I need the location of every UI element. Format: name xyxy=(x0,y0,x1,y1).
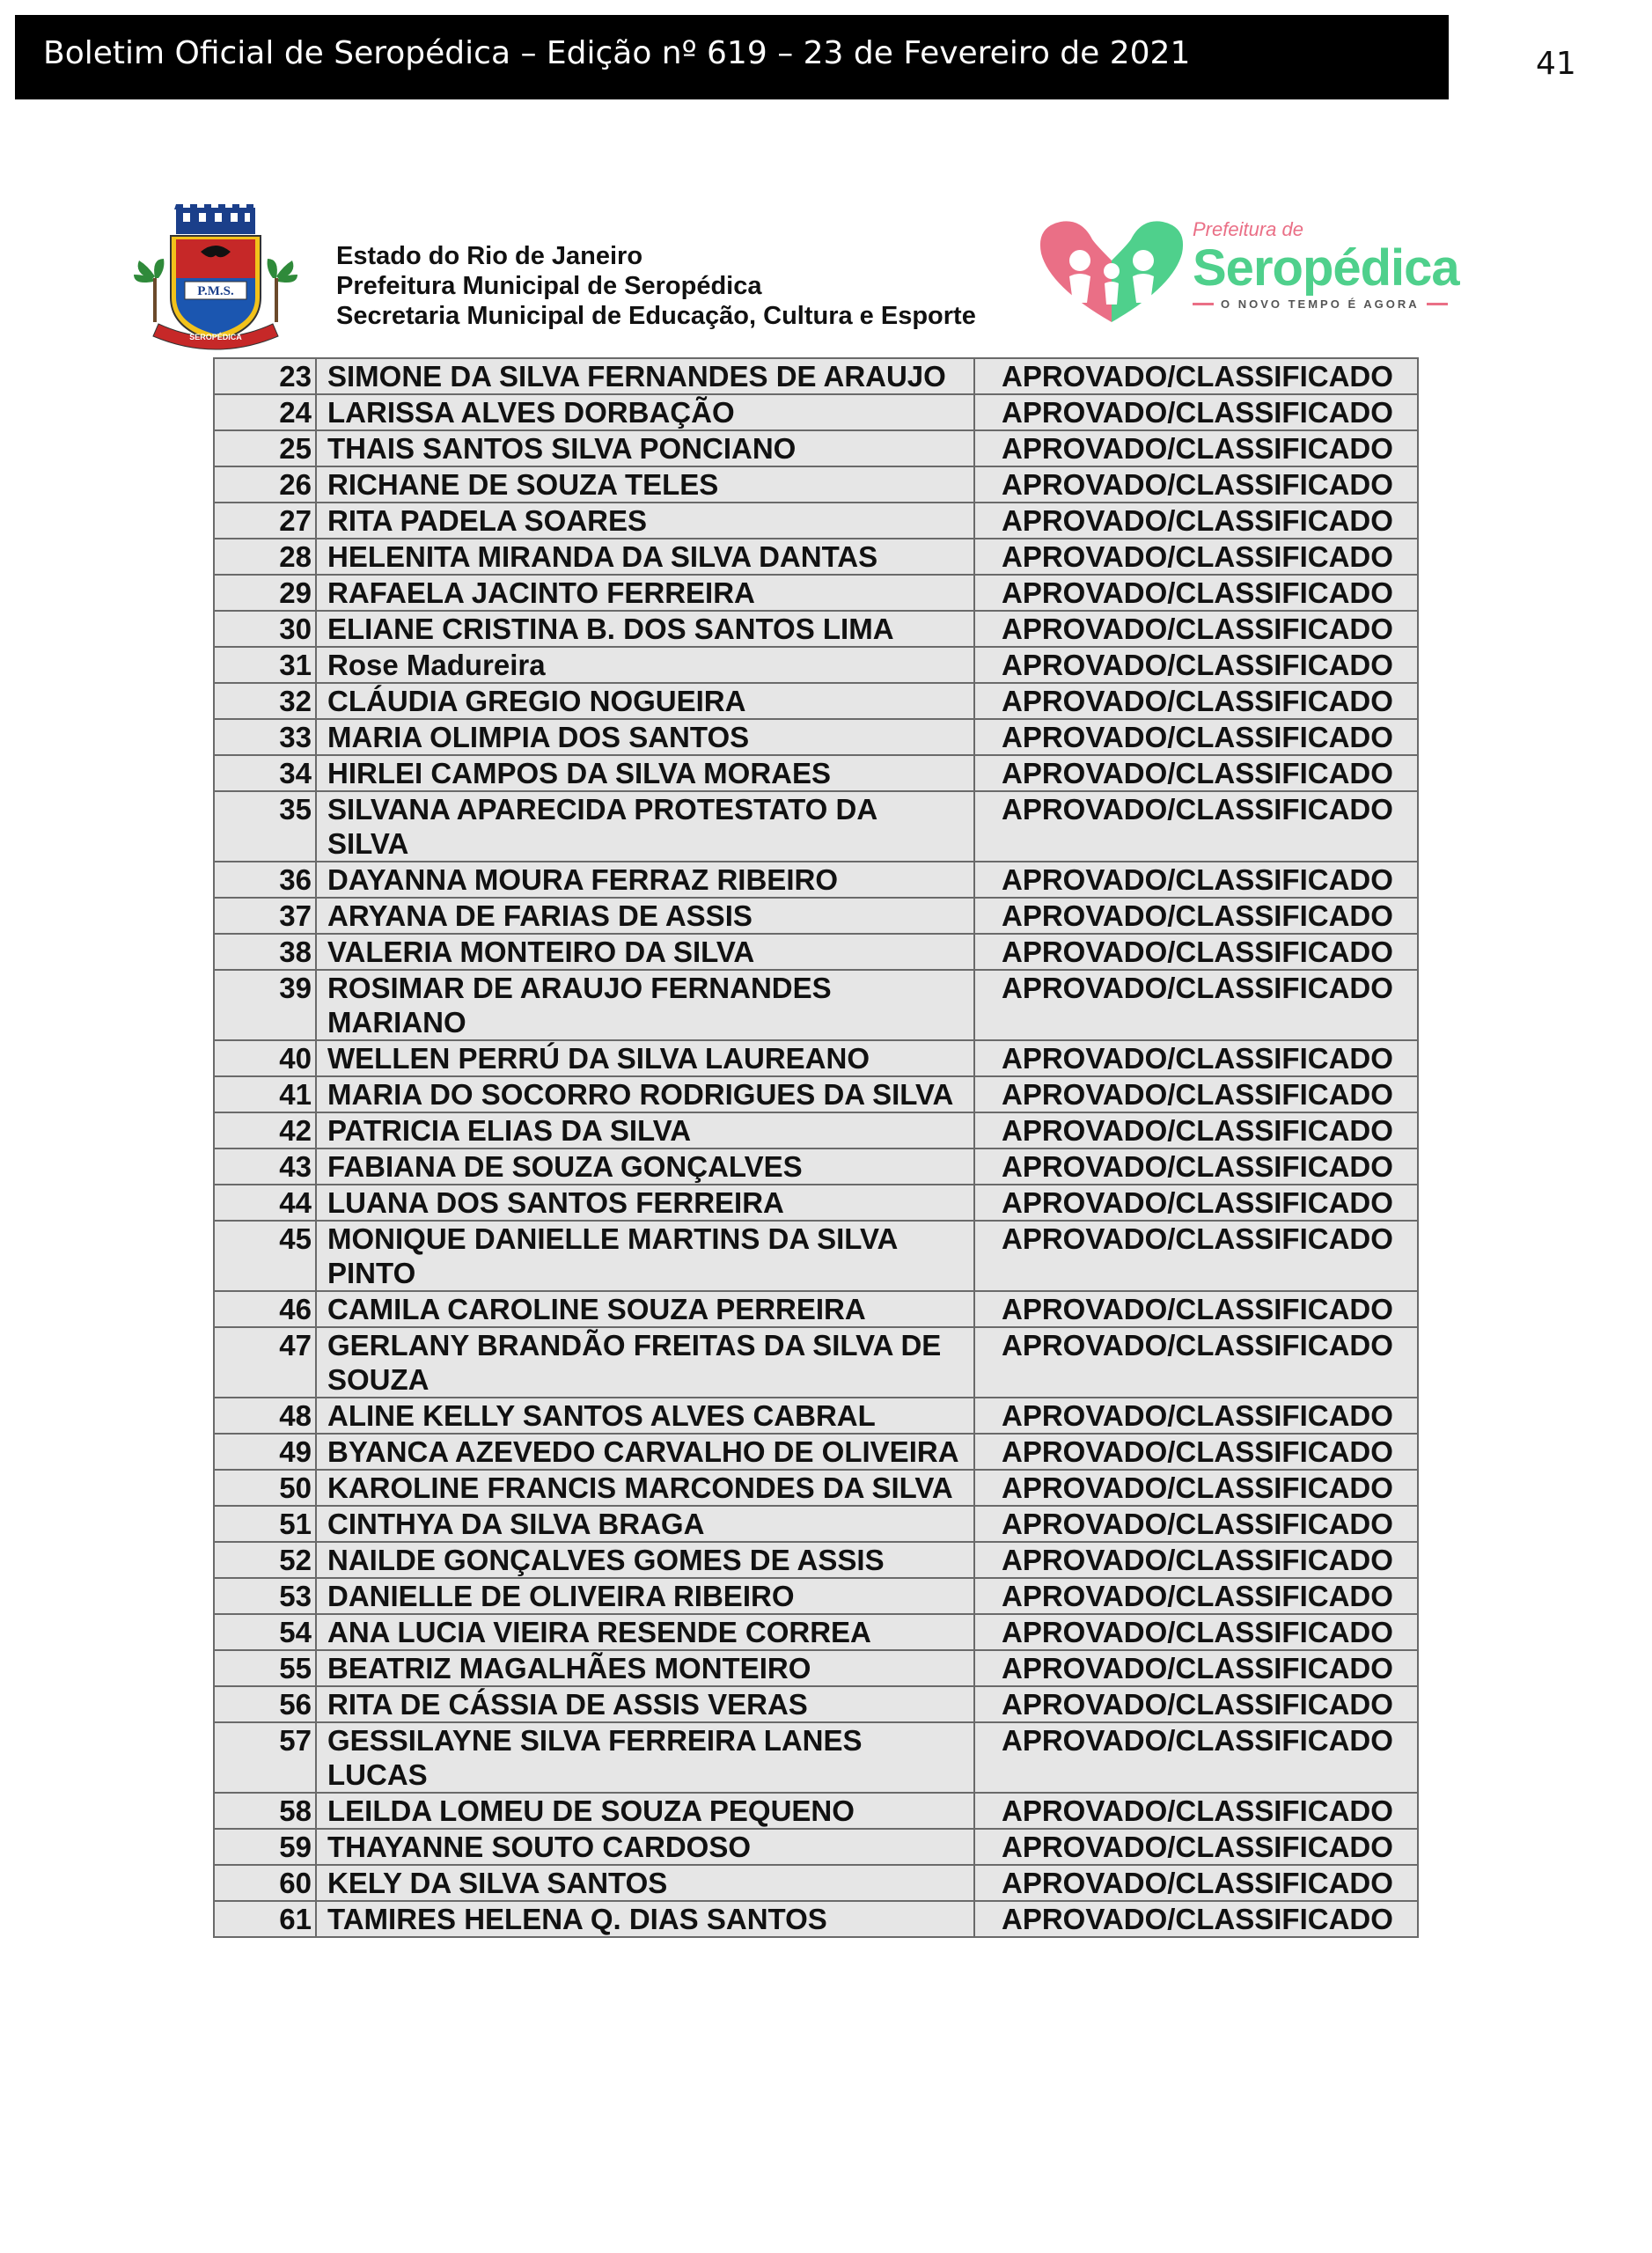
candidate-name: RICHANE DE SOUZA TELES xyxy=(316,466,974,503)
table-row xyxy=(214,575,1418,611)
table-row xyxy=(214,1506,1418,1542)
table-row xyxy=(214,1149,1418,1185)
table-row xyxy=(214,358,1418,394)
row-number: 58 xyxy=(214,1793,316,1829)
row-number: 41 xyxy=(214,1076,316,1112)
row-number: 35 xyxy=(214,791,316,862)
table-row xyxy=(214,1185,1418,1221)
table-row xyxy=(214,466,1418,503)
candidate-status: APROVADO/CLASSIFICADO xyxy=(974,1434,1418,1470)
table-row xyxy=(214,1221,1418,1291)
candidate-name: FABIANA DE SOUZA GONÇALVES xyxy=(316,1149,974,1185)
table-row xyxy=(214,1291,1418,1327)
table-row xyxy=(214,1398,1418,1434)
people-heart-icon xyxy=(1034,218,1188,328)
row-number: 37 xyxy=(214,898,316,934)
row-number: 39 xyxy=(214,970,316,1040)
table-row xyxy=(214,934,1418,970)
candidate-name: THAYANNE SOUTO CARDOSO xyxy=(316,1829,974,1865)
candidate-status: APROVADO/CLASSIFICADO xyxy=(974,1829,1418,1865)
candidate-name: HELENITA MIRANDA DA SILVA DANTAS xyxy=(316,539,974,575)
table-row xyxy=(214,683,1418,719)
candidate-name: LUANA DOS SANTOS FERREIRA xyxy=(316,1185,974,1221)
candidate-status: APROVADO/CLASSIFICADO xyxy=(974,1221,1418,1291)
table-row xyxy=(214,755,1418,791)
table-row xyxy=(214,1578,1418,1614)
candidate-status: APROVADO/CLASSIFICADO xyxy=(974,611,1418,647)
candidate-status: APROVADO/CLASSIFICADO xyxy=(974,1865,1418,1901)
candidate-status: APROVADO/CLASSIFICADO xyxy=(974,1076,1418,1112)
municipal-crest-logo xyxy=(132,201,299,350)
table-row xyxy=(214,1901,1418,1937)
row-number: 29 xyxy=(214,575,316,611)
candidate-name: SIMONE DA SILVA FERNANDES DE ARAUJO xyxy=(316,358,974,394)
candidate-status: APROVADO/CLASSIFICADO xyxy=(974,1149,1418,1185)
candidate-name: BEATRIZ MAGALHÃES MONTEIRO xyxy=(316,1650,974,1686)
row-number: 44 xyxy=(214,1185,316,1221)
table-row xyxy=(214,1686,1418,1722)
candidate-name: Rose Madureira xyxy=(316,647,974,683)
row-number: 30 xyxy=(214,611,316,647)
row-number: 50 xyxy=(214,1470,316,1506)
row-number: 40 xyxy=(214,1040,316,1076)
table-row xyxy=(214,1793,1418,1829)
candidate-name: NAILDE GONÇALVES GOMES DE ASSIS xyxy=(316,1542,974,1578)
table-row xyxy=(214,1470,1418,1506)
table-row xyxy=(214,611,1418,647)
brand-name: Seropédica xyxy=(1193,239,1459,297)
candidate-status: APROVADO/CLASSIFICADO xyxy=(974,539,1418,575)
candidate-status: APROVADO/CLASSIFICADO xyxy=(974,683,1418,719)
candidate-status: APROVADO/CLASSIFICADO xyxy=(974,1793,1418,1829)
candidate-status: APROVADO/CLASSIFICADO xyxy=(974,862,1418,898)
candidate-name: MONIQUE DANIELLE MARTINS DA SILVA PINTO xyxy=(316,1221,974,1291)
table-row xyxy=(214,1614,1418,1650)
row-number: 60 xyxy=(214,1865,316,1901)
candidate-name: CLÁUDIA GREGIO NOGUEIRA xyxy=(316,683,974,719)
table-row xyxy=(214,1327,1418,1398)
candidate-status: APROVADO/CLASSIFICADO xyxy=(974,1650,1418,1686)
candidate-name: DANIELLE DE OLIVEIRA RIBEIRO xyxy=(316,1578,974,1614)
row-number: 61 xyxy=(214,1901,316,1937)
table-row xyxy=(214,719,1418,755)
row-number: 56 xyxy=(214,1686,316,1722)
candidate-name: CAMILA CAROLINE SOUZA PERREIRA xyxy=(316,1291,974,1327)
candidate-name: GERLANY BRANDÃO FREITAS DA SILVA DE SOUZA xyxy=(316,1327,974,1398)
candidate-status: APROVADO/CLASSIFICADO xyxy=(974,647,1418,683)
row-number: 54 xyxy=(214,1614,316,1650)
candidate-name: THAIS SANTOS SILVA PONCIANO xyxy=(316,430,974,466)
crest-ribbon-text: SEROPÉDICA xyxy=(189,333,242,341)
table-row xyxy=(214,1076,1418,1112)
row-number: 59 xyxy=(214,1829,316,1865)
candidate-status: APROVADO/CLASSIFICADO xyxy=(974,1686,1418,1722)
candidate-status: APROVADO/CLASSIFICADO xyxy=(974,1040,1418,1076)
table-row xyxy=(214,1040,1418,1076)
candidate-status: APROVADO/CLASSIFICADO xyxy=(974,1112,1418,1149)
row-number: 42 xyxy=(214,1112,316,1149)
candidate-name: DAYANNA MOURA FERRAZ RIBEIRO xyxy=(316,862,974,898)
row-number: 24 xyxy=(214,394,316,430)
row-number: 49 xyxy=(214,1434,316,1470)
table-row xyxy=(214,970,1418,1040)
row-number: 32 xyxy=(214,683,316,719)
candidate-name: TAMIRES HELENA Q. DIAS SANTOS xyxy=(316,1901,974,1937)
candidate-status: APROVADO/CLASSIFICADO xyxy=(974,898,1418,934)
candidate-name: LEILDA LOMEU DE SOUZA PEQUENO xyxy=(316,1793,974,1829)
candidate-name: LARISSA ALVES DORBAÇÃO xyxy=(316,394,974,430)
candidate-status: APROVADO/CLASSIFICADO xyxy=(974,1291,1418,1327)
table-row xyxy=(214,862,1418,898)
row-number: 34 xyxy=(214,755,316,791)
candidate-name: WELLEN PERRÚ DA SILVA LAUREANO xyxy=(316,1040,974,1076)
candidate-name: KELY DA SILVA SANTOS xyxy=(316,1865,974,1901)
row-number: 57 xyxy=(214,1722,316,1793)
row-number: 23 xyxy=(214,358,316,394)
candidate-status: APROVADO/CLASSIFICADO xyxy=(974,1506,1418,1542)
row-number: 33 xyxy=(214,719,316,755)
row-number: 55 xyxy=(214,1650,316,1686)
row-number: 51 xyxy=(214,1506,316,1542)
table-row xyxy=(214,539,1418,575)
candidate-status: APROVADO/CLASSIFICADO xyxy=(974,1722,1418,1793)
candidate-status: APROVADO/CLASSIFICADO xyxy=(974,755,1418,791)
table-row xyxy=(214,898,1418,934)
brand-prefix: Prefeitura de xyxy=(1193,218,1303,240)
results-table xyxy=(213,357,1419,1938)
secretariat-line: Secretaria Municipal de Educação, Cultura e Esporte xyxy=(336,302,976,330)
row-number: 47 xyxy=(214,1327,316,1398)
candidate-name: ALINE KELLY SANTOS ALVES CABRAL xyxy=(316,1398,974,1434)
candidate-name: RITA DE CÁSSIA DE ASSIS VERAS xyxy=(316,1686,974,1722)
candidate-status: APROVADO/CLASSIFICADO xyxy=(974,1614,1418,1650)
seropedica-brand-logo xyxy=(1034,218,1459,333)
table-row xyxy=(214,430,1418,466)
table-row xyxy=(214,1542,1418,1578)
candidate-status: APROVADO/CLASSIFICADO xyxy=(974,503,1418,539)
candidate-name: SILVANA APARECIDA PROTESTATO DA SILVA xyxy=(316,791,974,862)
candidate-name: PATRICIA ELIAS DA SILVA xyxy=(316,1112,974,1149)
prefecture-line: Prefeitura Municipal de Seropédica xyxy=(336,272,762,300)
letterhead-text xyxy=(336,241,976,331)
row-number: 25 xyxy=(214,430,316,466)
table-row xyxy=(214,1434,1418,1470)
candidate-name: CINTHYA DA SILVA BRAGA xyxy=(316,1506,974,1542)
table-row xyxy=(214,1829,1418,1865)
results-table-container xyxy=(213,357,1419,1938)
brand-slogan-text: O NOVO TEMPO É AGORA xyxy=(1221,297,1420,311)
candidate-name: ARYANA DE FARIAS DE ASSIS xyxy=(316,898,974,934)
table-row xyxy=(214,394,1418,430)
candidate-status: APROVADO/CLASSIFICADO xyxy=(974,1901,1418,1937)
bulletin-title: Boletim Oficial de Seropédica – Edição nº 619 – 23 de Fevereiro de 2021 xyxy=(43,35,1191,71)
candidate-status: APROVADO/CLASSIFICADO xyxy=(974,1470,1418,1506)
candidate-status: APROVADO/CLASSIFICADO xyxy=(974,1327,1418,1398)
crest-text: P.M.S. xyxy=(197,284,234,298)
candidate-status: APROVADO/CLASSIFICADO xyxy=(974,1542,1418,1578)
row-number: 31 xyxy=(214,647,316,683)
candidate-status: APROVADO/CLASSIFICADO xyxy=(974,358,1418,394)
table-row xyxy=(214,647,1418,683)
row-number: 38 xyxy=(214,934,316,970)
candidate-name: ELIANE CRISTINA B. DOS SANTOS LIMA xyxy=(316,611,974,647)
candidate-status: APROVADO/CLASSIFICADO xyxy=(974,1398,1418,1434)
slogan-dash-right xyxy=(1427,303,1448,305)
candidate-status: APROVADO/CLASSIFICADO xyxy=(974,970,1418,1040)
candidate-name: GESSILAYNE SILVA FERREIRA LANES LUCAS xyxy=(316,1722,974,1793)
row-number: 28 xyxy=(214,539,316,575)
row-number: 46 xyxy=(214,1291,316,1327)
candidate-status: APROVADO/CLASSIFICADO xyxy=(974,430,1418,466)
table-row xyxy=(214,791,1418,862)
row-number: 26 xyxy=(214,466,316,503)
table-row xyxy=(214,1865,1418,1901)
candidate-name: ANA LUCIA VIEIRA RESENDE CORREA xyxy=(316,1614,974,1650)
candidate-status: APROVADO/CLASSIFICADO xyxy=(974,719,1418,755)
row-number: 27 xyxy=(214,503,316,539)
page-number: 41 xyxy=(1536,46,1576,82)
candidate-name: BYANCA AZEVEDO CARVALHO DE OLIVEIRA xyxy=(316,1434,974,1470)
candidate-name: MARIA OLIMPIA DOS SANTOS xyxy=(316,719,974,755)
candidate-status: APROVADO/CLASSIFICADO xyxy=(974,1578,1418,1614)
candidate-name: ROSIMAR DE ARAUJO FERNANDES MARIANO xyxy=(316,970,974,1040)
table-row xyxy=(214,1722,1418,1793)
candidate-status: APROVADO/CLASSIFICADO xyxy=(974,791,1418,862)
row-number: 52 xyxy=(214,1542,316,1578)
candidate-status: APROVADO/CLASSIFICADO xyxy=(974,934,1418,970)
candidate-name: HIRLEI CAMPOS DA SILVA MORAES xyxy=(316,755,974,791)
candidate-status: APROVADO/CLASSIFICADO xyxy=(974,575,1418,611)
brand-slogan xyxy=(1193,297,1459,311)
row-number: 45 xyxy=(214,1221,316,1291)
table-row xyxy=(214,1112,1418,1149)
row-number: 36 xyxy=(214,862,316,898)
crest-icon xyxy=(132,201,299,350)
candidate-name: KAROLINE FRANCIS MARCONDES DA SILVA xyxy=(316,1470,974,1506)
table-row xyxy=(214,503,1418,539)
candidate-name: RAFAELA JACINTO FERREIRA xyxy=(316,575,974,611)
row-number: 48 xyxy=(214,1398,316,1434)
state-line: Estado do Rio de Janeiro xyxy=(336,242,643,270)
candidate-status: APROVADO/CLASSIFICADO xyxy=(974,394,1418,430)
bulletin-header-bar xyxy=(15,15,1449,99)
candidate-name: MARIA DO SOCORRO RODRIGUES DA SILVA xyxy=(316,1076,974,1112)
candidate-name: RITA PADELA SOARES xyxy=(316,503,974,539)
candidate-name: VALERIA MONTEIRO DA SILVA xyxy=(316,934,974,970)
table-row xyxy=(214,1650,1418,1686)
candidate-status: APROVADO/CLASSIFICADO xyxy=(974,466,1418,503)
slogan-dash-left xyxy=(1193,303,1214,305)
row-number: 43 xyxy=(214,1149,316,1185)
row-number: 53 xyxy=(214,1578,316,1614)
candidate-status: APROVADO/CLASSIFICADO xyxy=(974,1185,1418,1221)
